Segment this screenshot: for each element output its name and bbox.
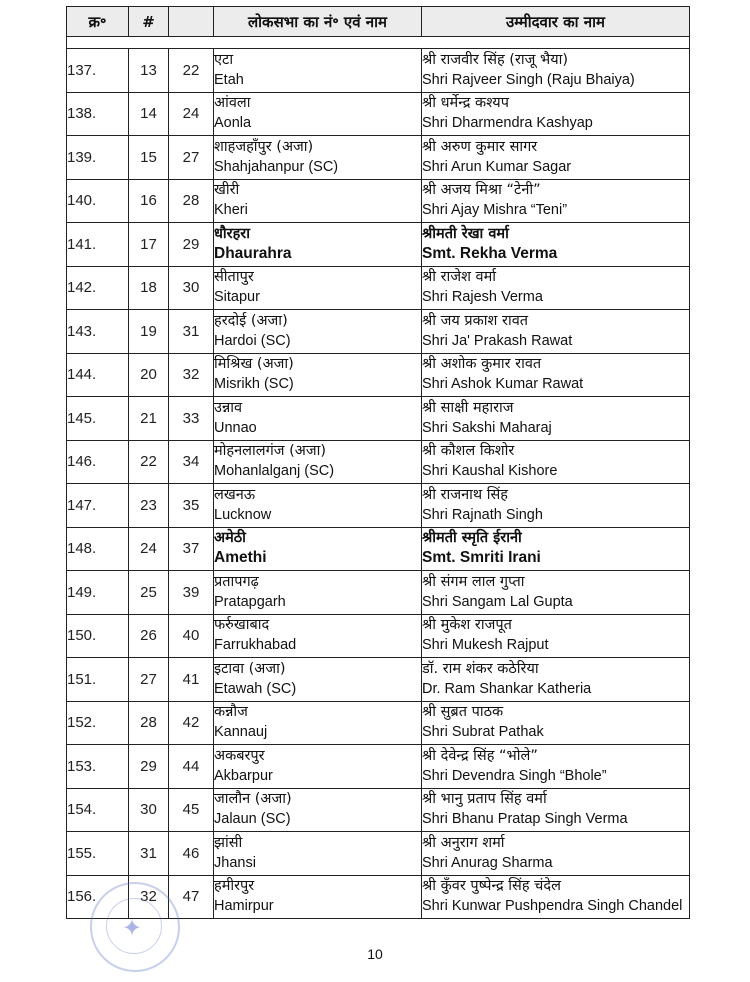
candidate-cell <box>422 136 690 180</box>
constituency-name-english: Shahjahanpur (SC) <box>214 158 339 175</box>
constituency-name-hindi: धौरहरा <box>214 225 250 242</box>
constituency-cell <box>214 49 422 93</box>
seal-mark: ✦ <box>122 914 143 942</box>
constituency-name-english: Hardoi (SC) <box>214 332 291 349</box>
state-number-cell: 23 <box>129 484 169 528</box>
constituency-name-english: Farrukhabad <box>214 637 297 654</box>
state-number-cell: 24 <box>129 527 169 571</box>
constituency-number-cell: 28 <box>169 179 214 223</box>
constituency-cell <box>214 745 422 789</box>
constituency-name-english: Akbarpur <box>214 767 273 784</box>
candidate-cell <box>422 440 690 484</box>
table-row <box>67 484 690 528</box>
constituency-name-hindi: सीतापुर <box>214 269 254 286</box>
candidate-name-english: Shri Rajveer Singh (Raju Bhaiya) <box>422 71 635 88</box>
constituency-number-cell: 27 <box>169 136 214 180</box>
state-number-cell: 28 <box>129 701 169 745</box>
state-number-cell: 21 <box>129 397 169 441</box>
candidate-name-hindi: श्री संगम लाल गुप्ता <box>422 573 525 590</box>
candidate-name-english: Shri Sakshi Maharaj <box>422 419 552 436</box>
candidate-cell <box>422 397 690 441</box>
candidate-name-hindi: श्री राजेश वर्मा <box>422 269 497 286</box>
constituency-name-hindi: खीरी <box>214 182 240 199</box>
candidate-cell <box>422 310 690 354</box>
constituency-name-hindi: अकबरपुर <box>214 747 265 764</box>
constituency-name-english: Etawah (SC) <box>214 680 297 697</box>
candidate-cell <box>422 788 690 832</box>
candidate-name-hindi: श्री साक्षी महाराज <box>422 399 514 416</box>
state-number-cell: 30 <box>129 788 169 832</box>
constituency-cell <box>214 440 422 484</box>
candidate-name-hindi: श्री अनुराग शर्मा <box>422 834 505 851</box>
constituency-number-cell: 33 <box>169 397 214 441</box>
candidate-name-hindi: श्री भानु प्रताप सिंह वर्मा <box>422 791 547 808</box>
candidate-name-english: Shri Kaushal Kishore <box>422 463 558 480</box>
constituency-name-english: Kheri <box>214 202 248 219</box>
candidate-cell <box>422 701 690 745</box>
constituency-cell <box>214 614 422 658</box>
state-number-cell: 25 <box>129 571 169 615</box>
candidate-name-hindi: श्री कुँवर पुष्पेन्द्र सिंह चंदेल <box>422 878 561 895</box>
table-header-row <box>67 7 690 37</box>
constituency-name-hindi: अमेठी <box>214 530 246 547</box>
candidate-cell <box>422 49 690 93</box>
constituency-cell <box>214 788 422 832</box>
constituency-number-cell: 29 <box>169 223 214 267</box>
constituency-cell <box>214 875 422 919</box>
candidate-name-english: Shri Arun Kumar Sagar <box>422 158 572 175</box>
serial-cell: 153. <box>67 745 129 789</box>
constituency-cell <box>214 353 422 397</box>
serial-cell: 156. <box>67 875 129 919</box>
table-row <box>67 788 690 832</box>
candidate-name-english: Shri Ajay Mishra “Teni” <box>422 202 568 219</box>
constituency-name-hindi: मिश्रिख (अजा) <box>214 356 294 373</box>
constituency-name-hindi: प्रतापगढ़ <box>214 573 259 590</box>
candidate-name-hindi: श्री सुब्रत पाठक <box>422 704 504 721</box>
table-row <box>67 353 690 397</box>
constituency-name-english: Kannauj <box>214 724 268 741</box>
serial-cell: 148. <box>67 527 129 571</box>
serial-cell: 152. <box>67 701 129 745</box>
candidate-name-hindi: श्रीमती रेखा वर्मा <box>422 225 509 242</box>
serial-cell: 142. <box>67 266 129 310</box>
constituency-name-hindi: हमीरपुर <box>214 878 255 895</box>
state-number-cell: 16 <box>129 179 169 223</box>
candidate-cell <box>422 353 690 397</box>
candidate-name-hindi: श्री राजवीर सिंह (राजू भैया) <box>422 51 569 68</box>
constituency-name-english: Lucknow <box>214 506 272 523</box>
serial-cell: 154. <box>67 788 129 832</box>
candidate-name-english: Dr. Ram Shankar Katheria <box>422 680 592 697</box>
candidate-name-hindi: श्री राजनाथ सिंह <box>422 486 509 503</box>
state-number-cell: 26 <box>129 614 169 658</box>
serial-cell: 151. <box>67 658 129 702</box>
constituency-name-english: Jhansi <box>214 854 256 871</box>
table-row <box>67 179 690 223</box>
candidate-cell <box>422 745 690 789</box>
candidate-name-hindi: श्री अशोक कुमार रावत <box>422 356 542 373</box>
table-row <box>67 614 690 658</box>
constituency-number-cell: 34 <box>169 440 214 484</box>
candidate-name-english: Shri Devendra Singh “Bhole” <box>422 767 607 784</box>
header-hash: # <box>129 7 169 37</box>
serial-cell: 139. <box>67 136 129 180</box>
candidate-cell <box>422 179 690 223</box>
constituency-number-cell: 35 <box>169 484 214 528</box>
candidate-name-english: Shri Mukesh Rajput <box>422 637 549 654</box>
table-row <box>67 440 690 484</box>
table-row <box>67 832 690 876</box>
table-row <box>67 49 690 93</box>
state-number-cell: 13 <box>129 49 169 93</box>
table-row <box>67 527 690 571</box>
constituency-name-hindi: झांसी <box>214 834 243 851</box>
state-number-cell: 27 <box>129 658 169 702</box>
state-number-cell: 31 <box>129 832 169 876</box>
serial-cell: 137. <box>67 49 129 93</box>
candidate-name-hindi: श्री धर्मेन्द्र कश्यप <box>422 95 509 112</box>
constituency-cell <box>214 266 422 310</box>
constituency-name-english: Aonla <box>214 115 252 132</box>
candidate-cell <box>422 223 690 267</box>
candidate-cell <box>422 571 690 615</box>
candidate-name-english: Shri Rajnath Singh <box>422 506 543 523</box>
candidate-cell <box>422 92 690 136</box>
serial-cell: 145. <box>67 397 129 441</box>
table-row <box>67 701 690 745</box>
constituency-number-cell: 40 <box>169 614 214 658</box>
serial-cell: 155. <box>67 832 129 876</box>
table-row <box>67 136 690 180</box>
constituency-number-cell: 22 <box>169 49 214 93</box>
constituency-cell <box>214 310 422 354</box>
constituency-name-english: Etah <box>214 71 244 88</box>
candidate-name-english: Smt. Smriti Irani <box>422 549 541 567</box>
constituency-name-hindi: हरदोई (अजा) <box>214 312 288 329</box>
constituency-number-cell: 45 <box>169 788 214 832</box>
candidate-name-english: Shri Rajesh Verma <box>422 289 543 306</box>
header-spacer <box>169 7 214 37</box>
constituency-cell <box>214 571 422 615</box>
candidate-name-hindi: डॉ. राम शंकर कठेरिया <box>422 660 539 677</box>
constituency-cell <box>214 179 422 223</box>
candidate-cell <box>422 266 690 310</box>
constituency-number-cell: 41 <box>169 658 214 702</box>
constituency-number-cell: 44 <box>169 745 214 789</box>
state-number-cell: 32 <box>129 875 169 919</box>
state-number-cell: 17 <box>129 223 169 267</box>
state-number-cell: 19 <box>129 310 169 354</box>
constituency-cell <box>214 92 422 136</box>
page-number: 10 <box>367 946 383 962</box>
candidate-name-english: Shri Subrat Pathak <box>422 724 544 741</box>
constituency-name-hindi: लखनऊ <box>214 486 256 503</box>
constituency-name-english: Amethi <box>214 549 267 567</box>
candidate-cell <box>422 658 690 702</box>
constituency-number-cell: 46 <box>169 832 214 876</box>
constituency-name-hindi: एटा <box>214 51 234 68</box>
serial-cell: 146. <box>67 440 129 484</box>
table-row <box>67 571 690 615</box>
candidate-name-english: Shri Sangam Lal Gupta <box>422 593 573 610</box>
constituency-name-hindi: इटावा (अजा) <box>214 660 286 677</box>
candidate-cell <box>422 527 690 571</box>
constituency-name-hindi: कन्नौज <box>214 704 248 721</box>
table-row <box>67 266 690 310</box>
candidate-name-english: Shri Ashok Kumar Rawat <box>422 376 584 393</box>
serial-cell: 144. <box>67 353 129 397</box>
candidate-name-hindi: श्रीमती स्मृति ईरानी <box>422 530 522 547</box>
candidate-name-english: Shri Kunwar Pushpendra Singh Chandel <box>422 898 683 915</box>
candidate-table <box>66 6 690 919</box>
constituency-cell <box>214 136 422 180</box>
serial-cell: 149. <box>67 571 129 615</box>
header-sr: क्र॰ <box>67 7 129 37</box>
candidate-name-hindi: श्री कौशल किशोर <box>422 443 515 460</box>
serial-cell: 141. <box>67 223 129 267</box>
constituency-name-english: Jalaun (SC) <box>214 811 291 828</box>
header-candidate: उम्मीदवार का नाम <box>422 7 690 37</box>
constituency-cell <box>214 658 422 702</box>
constituency-name-english: Unnao <box>214 419 257 436</box>
serial-cell: 147. <box>67 484 129 528</box>
table-gap-row <box>67 37 690 49</box>
constituency-name-english: Hamirpur <box>214 898 274 915</box>
state-number-cell: 18 <box>129 266 169 310</box>
table-row <box>67 745 690 789</box>
table-row <box>67 658 690 702</box>
table-row <box>67 92 690 136</box>
constituency-name-english: Dhaurahra <box>214 244 292 262</box>
candidate-cell <box>422 875 690 919</box>
table-row <box>67 310 690 354</box>
constituency-name-english: Pratapgarh <box>214 593 286 610</box>
constituency-number-cell: 31 <box>169 310 214 354</box>
candidate-name-english: Smt. Rekha Verma <box>422 244 558 262</box>
candidate-name-hindi: श्री अजय मिश्रा “टेनी” <box>422 182 541 199</box>
state-number-cell: 20 <box>129 353 169 397</box>
candidate-name-english: Shri Dharmendra Kashyap <box>422 115 593 132</box>
constituency-name-hindi: उन्नाव <box>214 399 243 416</box>
state-number-cell: 15 <box>129 136 169 180</box>
candidate-cell <box>422 614 690 658</box>
table-row <box>67 223 690 267</box>
constituency-name-hindi: जालौन (अजा) <box>214 791 292 808</box>
constituency-name-english: Sitapur <box>214 289 260 306</box>
constituency-name-english: Mohanlalganj (SC) <box>214 463 335 480</box>
candidate-name-english: Shri Bhanu Pratap Singh Verma <box>422 811 628 828</box>
serial-cell: 150. <box>67 614 129 658</box>
serial-cell: 138. <box>67 92 129 136</box>
constituency-name-english: Misrikh (SC) <box>214 376 294 393</box>
constituency-number-cell: 30 <box>169 266 214 310</box>
constituency-cell <box>214 484 422 528</box>
state-number-cell: 29 <box>129 745 169 789</box>
constituency-name-hindi: शाहजहाँपुर (अजा) <box>214 138 314 155</box>
serial-cell: 140. <box>67 179 129 223</box>
constituency-number-cell: 24 <box>169 92 214 136</box>
candidate-name-hindi: श्री देवेन्द्र सिंह “भोले” <box>422 747 538 764</box>
constituency-number-cell: 39 <box>169 571 214 615</box>
constituency-number-cell: 42 <box>169 701 214 745</box>
candidate-name-hindi: श्री मुकेश राजपूत <box>422 617 512 634</box>
candidate-name-hindi: श्री अरुण कुमार सागर <box>422 138 538 155</box>
constituency-number-cell: 47 <box>169 875 214 919</box>
serial-cell: 143. <box>67 310 129 354</box>
header-constituency: लोकसभा का नं॰ एवं नाम <box>214 7 422 37</box>
candidate-name-english: Shri Anurag Sharma <box>422 854 553 871</box>
candidate-cell <box>422 484 690 528</box>
constituency-cell <box>214 832 422 876</box>
candidate-name-hindi: श्री जय प्रकाश रावत <box>422 312 529 329</box>
constituency-cell <box>214 223 422 267</box>
constituency-cell <box>214 397 422 441</box>
constituency-number-cell: 37 <box>169 527 214 571</box>
constituency-name-hindi: आंवला <box>214 95 251 112</box>
constituency-name-hindi: फर्रुखाबाद <box>214 617 270 634</box>
table-row <box>67 397 690 441</box>
constituency-cell <box>214 527 422 571</box>
state-number-cell: 14 <box>129 92 169 136</box>
candidate-name-english: Shri Ja' Prakash Rawat <box>422 332 573 349</box>
constituency-cell <box>214 701 422 745</box>
candidate-cell <box>422 832 690 876</box>
constituency-name-hindi: मोहनलालगंज (अजा) <box>214 443 327 460</box>
state-number-cell: 22 <box>129 440 169 484</box>
constituency-number-cell: 32 <box>169 353 214 397</box>
